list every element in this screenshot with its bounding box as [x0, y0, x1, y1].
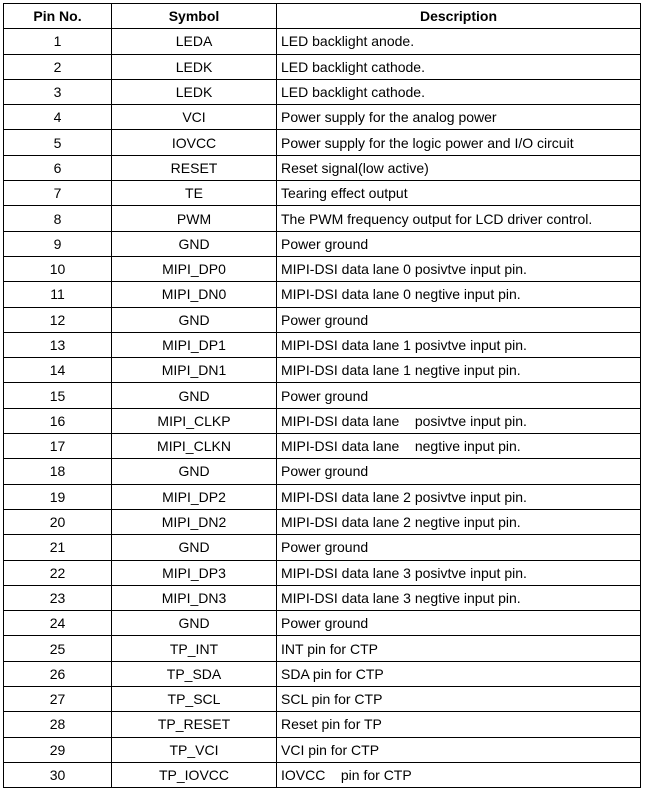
table-row	[4, 434, 641, 459]
pin-number-cell: 20	[4, 509, 112, 534]
description-cell: MIPI-DSI data lane 0 posivtve input pin.	[277, 256, 641, 281]
pin-number-cell: 3	[4, 79, 112, 104]
symbol-cell: MIPI_DP0	[112, 256, 277, 281]
table-row	[4, 105, 641, 130]
pin-number-cell: 28	[4, 712, 112, 737]
symbol-cell: IOVCC	[112, 130, 277, 155]
symbol-cell: PWM	[112, 206, 277, 231]
table-row	[4, 130, 641, 155]
table-row	[4, 256, 641, 281]
table-body	[4, 29, 641, 788]
header-row	[4, 4, 641, 29]
table-row	[4, 54, 641, 79]
pin-number-cell: 17	[4, 434, 112, 459]
table-row	[4, 687, 641, 712]
description-cell: MIPI-DSI data lane negtive input pin.	[277, 434, 641, 459]
symbol-cell: VCI	[112, 105, 277, 130]
header-description: Description	[277, 4, 641, 29]
symbol-cell: MIPI_DN2	[112, 509, 277, 534]
symbol-cell: GND	[112, 611, 277, 636]
symbol-cell: MIPI_DN1	[112, 358, 277, 383]
table-row	[4, 712, 641, 737]
description-cell: IOVCC pin for CTP	[277, 762, 641, 787]
table-row	[4, 332, 641, 357]
description-cell: Tearing effect output	[277, 181, 641, 206]
pin-number-cell: 29	[4, 737, 112, 762]
symbol-cell: MIPI_DP3	[112, 560, 277, 585]
table-row	[4, 282, 641, 307]
description-cell: MIPI-DSI data lane 2 posivtve input pin.	[277, 484, 641, 509]
pin-number-cell: 8	[4, 206, 112, 231]
description-cell: Power ground	[277, 307, 641, 332]
pin-number-cell: 23	[4, 585, 112, 610]
pin-number-cell: 1	[4, 29, 112, 54]
table-row	[4, 762, 641, 787]
description-cell: Power ground	[277, 459, 641, 484]
symbol-cell: TP_RESET	[112, 712, 277, 737]
description-cell: SCL pin for CTP	[277, 687, 641, 712]
table-row	[4, 484, 641, 509]
pin-number-cell: 11	[4, 282, 112, 307]
pin-number-cell: 16	[4, 408, 112, 433]
symbol-cell: RESET	[112, 155, 277, 180]
table-row	[4, 509, 641, 534]
description-cell: Power ground	[277, 383, 641, 408]
pin-number-cell: 21	[4, 535, 112, 560]
table-row	[4, 383, 641, 408]
pin-number-cell: 13	[4, 332, 112, 357]
symbol-cell: GND	[112, 231, 277, 256]
symbol-cell: GND	[112, 535, 277, 560]
description-cell: Power supply for the logic power and I/O circuit	[277, 130, 641, 155]
description-cell: LED backlight anode.	[277, 29, 641, 54]
pin-number-cell: 25	[4, 636, 112, 661]
symbol-cell: MIPI_DN3	[112, 585, 277, 610]
pin-number-cell: 12	[4, 307, 112, 332]
pin-number-cell: 6	[4, 155, 112, 180]
symbol-cell: MIPI_DP1	[112, 332, 277, 357]
symbol-cell: GND	[112, 307, 277, 332]
description-cell: VCI pin for CTP	[277, 737, 641, 762]
description-cell: INT pin for CTP	[277, 636, 641, 661]
table-row	[4, 661, 641, 686]
description-cell: SDA pin for CTP	[277, 661, 641, 686]
table-row	[4, 611, 641, 636]
symbol-cell: GND	[112, 383, 277, 408]
description-cell: LED backlight cathode.	[277, 79, 641, 104]
header-symbol: Symbol	[112, 4, 277, 29]
symbol-cell: TP_VCI	[112, 737, 277, 762]
description-cell: MIPI-DSI data lane 1 posivtve input pin.	[277, 332, 641, 357]
table-row	[4, 206, 641, 231]
header-pin-no: Pin No.	[4, 4, 112, 29]
table-row	[4, 155, 641, 180]
table-row	[4, 459, 641, 484]
pin-number-cell: 9	[4, 231, 112, 256]
description-cell: Power ground	[277, 535, 641, 560]
pin-number-cell: 10	[4, 256, 112, 281]
pin-number-cell: 7	[4, 181, 112, 206]
pin-definition-table	[3, 3, 641, 788]
pin-number-cell: 5	[4, 130, 112, 155]
pin-number-cell: 27	[4, 687, 112, 712]
description-cell: Power supply for the analog power	[277, 105, 641, 130]
symbol-cell: MIPI_DP2	[112, 484, 277, 509]
table-row	[4, 29, 641, 54]
description-cell: Power ground	[277, 231, 641, 256]
pin-number-cell: 19	[4, 484, 112, 509]
symbol-cell: TP_SCL	[112, 687, 277, 712]
description-cell: The PWM frequency output for LCD driver control.	[277, 206, 641, 231]
pin-number-cell: 15	[4, 383, 112, 408]
table-row	[4, 737, 641, 762]
table-row	[4, 636, 641, 661]
symbol-cell: MIPI_DN0	[112, 282, 277, 307]
symbol-cell: MIPI_CLKN	[112, 434, 277, 459]
symbol-cell: LEDA	[112, 29, 277, 54]
table-row	[4, 560, 641, 585]
table-row	[4, 585, 641, 610]
pin-number-cell: 2	[4, 54, 112, 79]
symbol-cell: MIPI_CLKP	[112, 408, 277, 433]
description-cell: Reset signal(low active)	[277, 155, 641, 180]
table-row	[4, 231, 641, 256]
description-cell: Reset pin for TP	[277, 712, 641, 737]
pin-number-cell: 14	[4, 358, 112, 383]
description-cell: MIPI-DSI data lane 0 negtive input pin.	[277, 282, 641, 307]
description-cell: MIPI-DSI data lane 3 posivtve input pin.	[277, 560, 641, 585]
description-cell: MIPI-DSI data lane 3 negtive input pin.	[277, 585, 641, 610]
description-cell: MIPI-DSI data lane 2 negtive input pin.	[277, 509, 641, 534]
table-row	[4, 408, 641, 433]
symbol-cell: TP_SDA	[112, 661, 277, 686]
symbol-cell: LEDK	[112, 54, 277, 79]
symbol-cell: TP_IOVCC	[112, 762, 277, 787]
description-cell: MIPI-DSI data lane 1 negtive input pin.	[277, 358, 641, 383]
table-row	[4, 307, 641, 332]
symbol-cell: GND	[112, 459, 277, 484]
table-header	[4, 4, 641, 29]
symbol-cell: LEDK	[112, 79, 277, 104]
description-cell: LED backlight cathode.	[277, 54, 641, 79]
description-cell: Power ground	[277, 611, 641, 636]
table-row	[4, 358, 641, 383]
symbol-cell: TE	[112, 181, 277, 206]
pin-number-cell: 22	[4, 560, 112, 585]
table-row	[4, 79, 641, 104]
pin-number-cell: 4	[4, 105, 112, 130]
pin-number-cell: 24	[4, 611, 112, 636]
table-row	[4, 535, 641, 560]
pin-number-cell: 30	[4, 762, 112, 787]
description-cell: MIPI-DSI data lane posivtve input pin.	[277, 408, 641, 433]
table-row	[4, 181, 641, 206]
pin-number-cell: 18	[4, 459, 112, 484]
pin-number-cell: 26	[4, 661, 112, 686]
symbol-cell: TP_INT	[112, 636, 277, 661]
